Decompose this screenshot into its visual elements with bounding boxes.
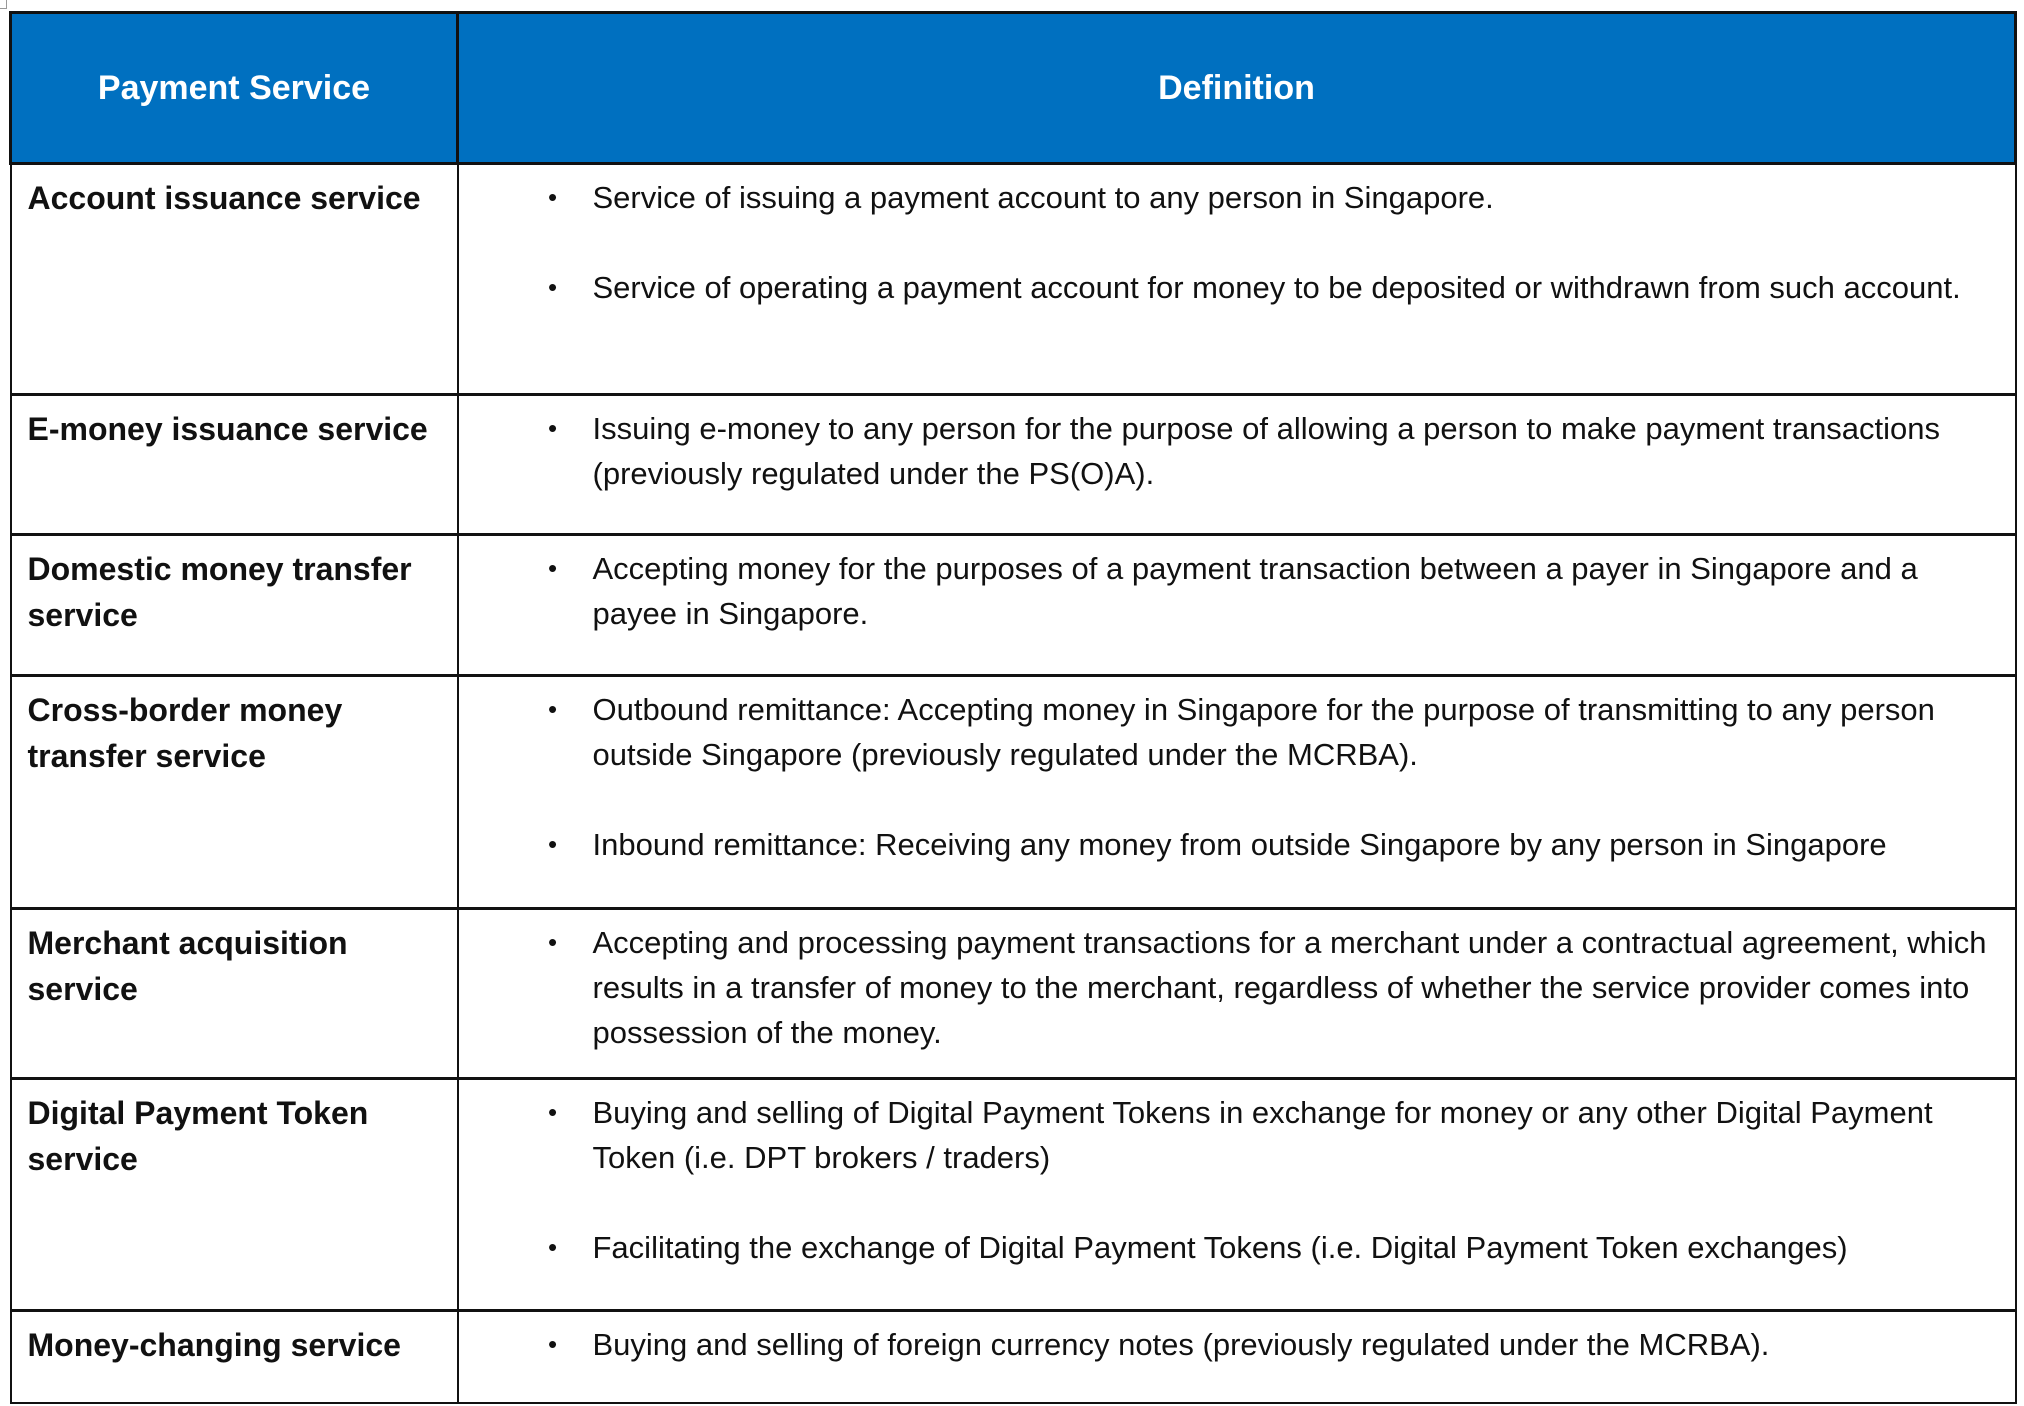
definition-cell	[458, 676, 2016, 909]
definition-list	[459, 406, 1995, 496]
definition-cell	[458, 909, 2016, 1079]
definition-item	[459, 920, 1995, 1055]
service-name: Account issuance service	[11, 164, 458, 395]
definition-item	[459, 1090, 1995, 1180]
bullet-icon: •	[547, 694, 558, 724]
bullet-icon: •	[547, 1232, 558, 1262]
table-header-row	[11, 13, 2016, 164]
definition-cell	[458, 1079, 2016, 1311]
definition-text: Buying and selling of foreign currency notes (previously regulated under the MCRBA).	[592, 1327, 1770, 1362]
definition-list	[459, 546, 1995, 636]
definition-text: Service of issuing a payment account to any person in Singapore.	[592, 180, 1494, 215]
definition-item	[459, 822, 1995, 867]
definition-list	[459, 1322, 1995, 1367]
table-row	[11, 535, 2016, 676]
definition-text: Service of operating a payment account for money to be deposited or withdrawn from such account.	[592, 270, 1961, 305]
definition-text: Buying and selling of Digital Payment Tokens in exchange for money or any other Digital Payment Token (i.e. DPT brokers / traders)	[592, 1095, 1933, 1175]
bullet-icon: •	[547, 927, 558, 957]
bullet-icon: •	[547, 1329, 558, 1359]
definition-item	[459, 687, 1995, 777]
bullet-icon: •	[547, 413, 558, 443]
bullet-icon: •	[547, 553, 558, 583]
definition-list	[459, 687, 1995, 867]
definition-text: Outbound remittance: Accepting money in Singapore for the purpose of transmitting to any person outside Singapore (previously regulated under the MCRBA).	[592, 692, 1935, 772]
definition-item	[459, 1322, 1995, 1367]
definition-list	[459, 920, 1995, 1055]
table-row	[11, 909, 2016, 1079]
definition-text: Accepting money for the purposes of a payment transaction between a payer in Singapore and a payee in Singapore.	[592, 551, 1918, 631]
definition-text: Inbound remittance: Receiving any money from outside Singapore by any person in Singapore	[592, 827, 1887, 862]
service-name: Cross-border money transfer service	[11, 676, 458, 909]
service-name: Money-changing service	[11, 1311, 458, 1403]
table-row	[11, 676, 2016, 909]
payment-services-table	[9, 11, 2017, 1404]
payment-services-table-container	[9, 11, 2017, 1404]
definition-item	[459, 175, 1995, 220]
definition-list	[459, 1090, 1995, 1270]
table-body	[11, 164, 2016, 1403]
service-name: Domestic money transfer service	[11, 535, 458, 676]
header-payment-service: Payment Service	[11, 13, 458, 164]
definition-text: Accepting and processing payment transactions for a merchant under a contractual agreement, which results in a transfer of money to the merchant, regardless of whether the service provider comes into possession of the money.	[592, 925, 1987, 1050]
header-definition: Definition	[458, 13, 2016, 164]
definition-list	[459, 175, 1995, 310]
definition-text: Facilitating the exchange of Digital Payment Tokens (i.e. Digital Payment Token exchanges)	[592, 1230, 1848, 1265]
service-name: Merchant acquisition service	[11, 909, 458, 1079]
definition-item	[459, 265, 1995, 310]
table-row	[11, 1079, 2016, 1311]
definition-item	[459, 1225, 1995, 1270]
definition-cell	[458, 535, 2016, 676]
bullet-icon: •	[547, 182, 558, 212]
table-row	[11, 1311, 2016, 1403]
bullet-icon: •	[547, 829, 558, 859]
definition-text: Issuing e-money to any person for the purpose of allowing a person to make payment transactions (previously regulated under the PS(O)A).	[592, 411, 1941, 491]
service-name: Digital Payment Token service	[11, 1079, 458, 1311]
table-header	[11, 13, 2016, 164]
definition-cell	[458, 164, 2016, 395]
page-corner-mark	[0, 0, 7, 9]
table-row	[11, 395, 2016, 535]
definition-cell	[458, 1311, 2016, 1403]
table-row	[11, 164, 2016, 395]
definition-item	[459, 546, 1995, 636]
service-name: E-money issuance service	[11, 395, 458, 535]
definition-item	[459, 406, 1995, 496]
bullet-icon: •	[547, 272, 558, 302]
definition-cell	[458, 395, 2016, 535]
bullet-icon: •	[547, 1097, 558, 1127]
